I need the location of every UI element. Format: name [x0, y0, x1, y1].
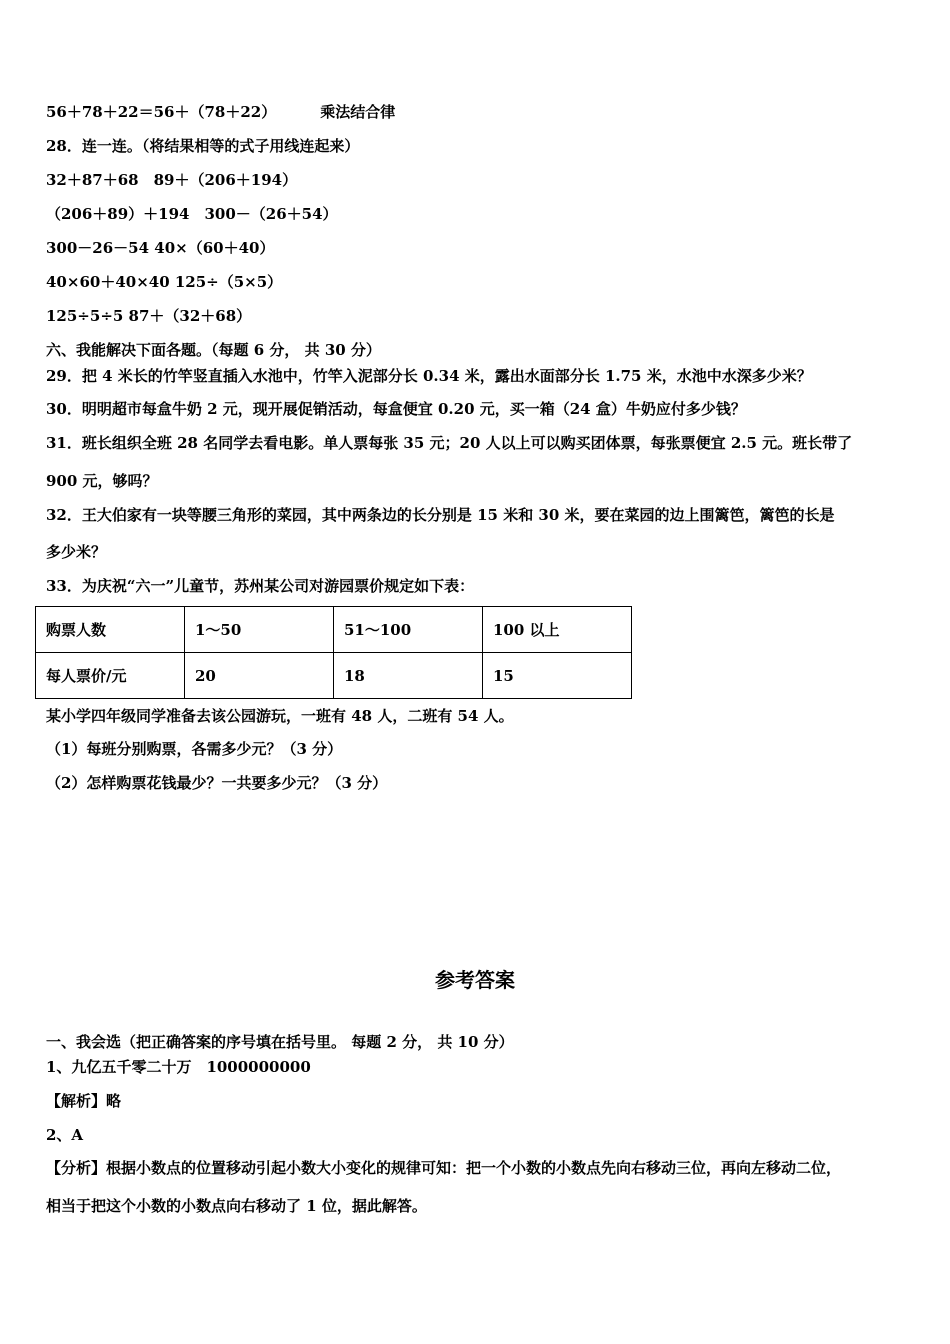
question-33: 33．为庆祝“六一”儿童节，苏州某公司对游园票价规定如下表： [46, 577, 475, 595]
question-32-line-1: 32．王大伯家有一块等腰三角形的菜园，其中两条边的长分别是 15 米和 30 米，要在菜园的边上围篱笆，篱笆的长是 [46, 506, 835, 524]
question-32-line-2: 多少米？ [46, 543, 107, 561]
table-cell: 1～50 [185, 607, 334, 653]
match-row-5: 125÷5÷5 87＋（32＋68） [46, 307, 252, 325]
answer-1-note: 【解析】略 [46, 1092, 122, 1110]
question-31-line-1: 31．班长组织全班 28 名同学去看电影。单人票每张 35 元；20 人以上可以购买团体票，每张票便宜 2.5 元。班长带了 [46, 434, 853, 452]
table-followup: 某小学四年级同学准备去该公园游玩，一班有 48 人，二班有 54 人。 [46, 707, 514, 725]
section-1-heading: 一、我会选（把正确答案的序号填在括号里。 每题 2 分， 共 10 分） [46, 1033, 514, 1051]
sub-question-2: （2）怎样购票花钱最少？一共要多少元？（3 分） [46, 774, 388, 792]
table-row [36, 607, 632, 653]
table-row [36, 653, 632, 699]
match-row-4: 40×60＋40×40 125÷（5×5） [46, 273, 283, 291]
answer-2-note-line-2: 相当于把这个小数的小数点向右移动了 1 位，据此解答。 [46, 1197, 427, 1215]
answer-2-note-line-1: 【分析】根据小数点的位置移动引起小数大小变化的规律可知：把一个小数的小数点先向右移动三位，再向左移动二位， [46, 1159, 842, 1177]
answer-2: 2、A [46, 1126, 84, 1144]
ticket-price-table [35, 606, 632, 699]
equation-line [46, 102, 395, 122]
law-name: 乘法结合律 [320, 103, 396, 121]
table-cell: 20 [185, 653, 334, 699]
question-30: 30．明明超市每盒牛奶 2 元，现开展促销活动，每盒便宜 0.20 元，买一箱（24 盒）牛奶应付多少钱？ [46, 400, 746, 418]
question-28: 28．连一连。（将结果相等的式子用线连起来） [46, 137, 360, 155]
table-cell: 18 [334, 653, 483, 699]
answer-title: 参考答案 [435, 968, 515, 992]
answer-1: 1、九亿五千零二十万 1000000000 [46, 1058, 311, 1076]
match-row-1: 32＋87＋68 89＋（206＋194） [46, 171, 298, 189]
section-6-heading: 六、我能解决下面各题。（每题 6 分， 共 30 分） [46, 341, 381, 359]
equation-text: 56＋78＋22＝56＋（78＋22） [46, 103, 277, 121]
table-cell: 每人票价/元 [36, 653, 185, 699]
table-cell: 15 [483, 653, 632, 699]
question-31-line-2: 900 元，够吗？ [46, 472, 158, 490]
question-29: 29．把 4 米长的竹竿竖直插入水池中，竹竿入泥部分长 0.34 米，露出水面部分长 1.75 米，水池中水深多少米？ [46, 367, 812, 385]
table-cell: 100 以上 [483, 607, 632, 653]
match-row-2: （206＋89）＋194 300－（26＋54） [46, 205, 338, 223]
match-row-3: 300－26－54 40×（60＋40） [46, 239, 275, 257]
table-cell: 51～100 [334, 607, 483, 653]
table-cell: 购票人数 [36, 607, 185, 653]
sub-question-1: （1）每班分别购票，各需多少元？（3 分） [46, 740, 343, 758]
